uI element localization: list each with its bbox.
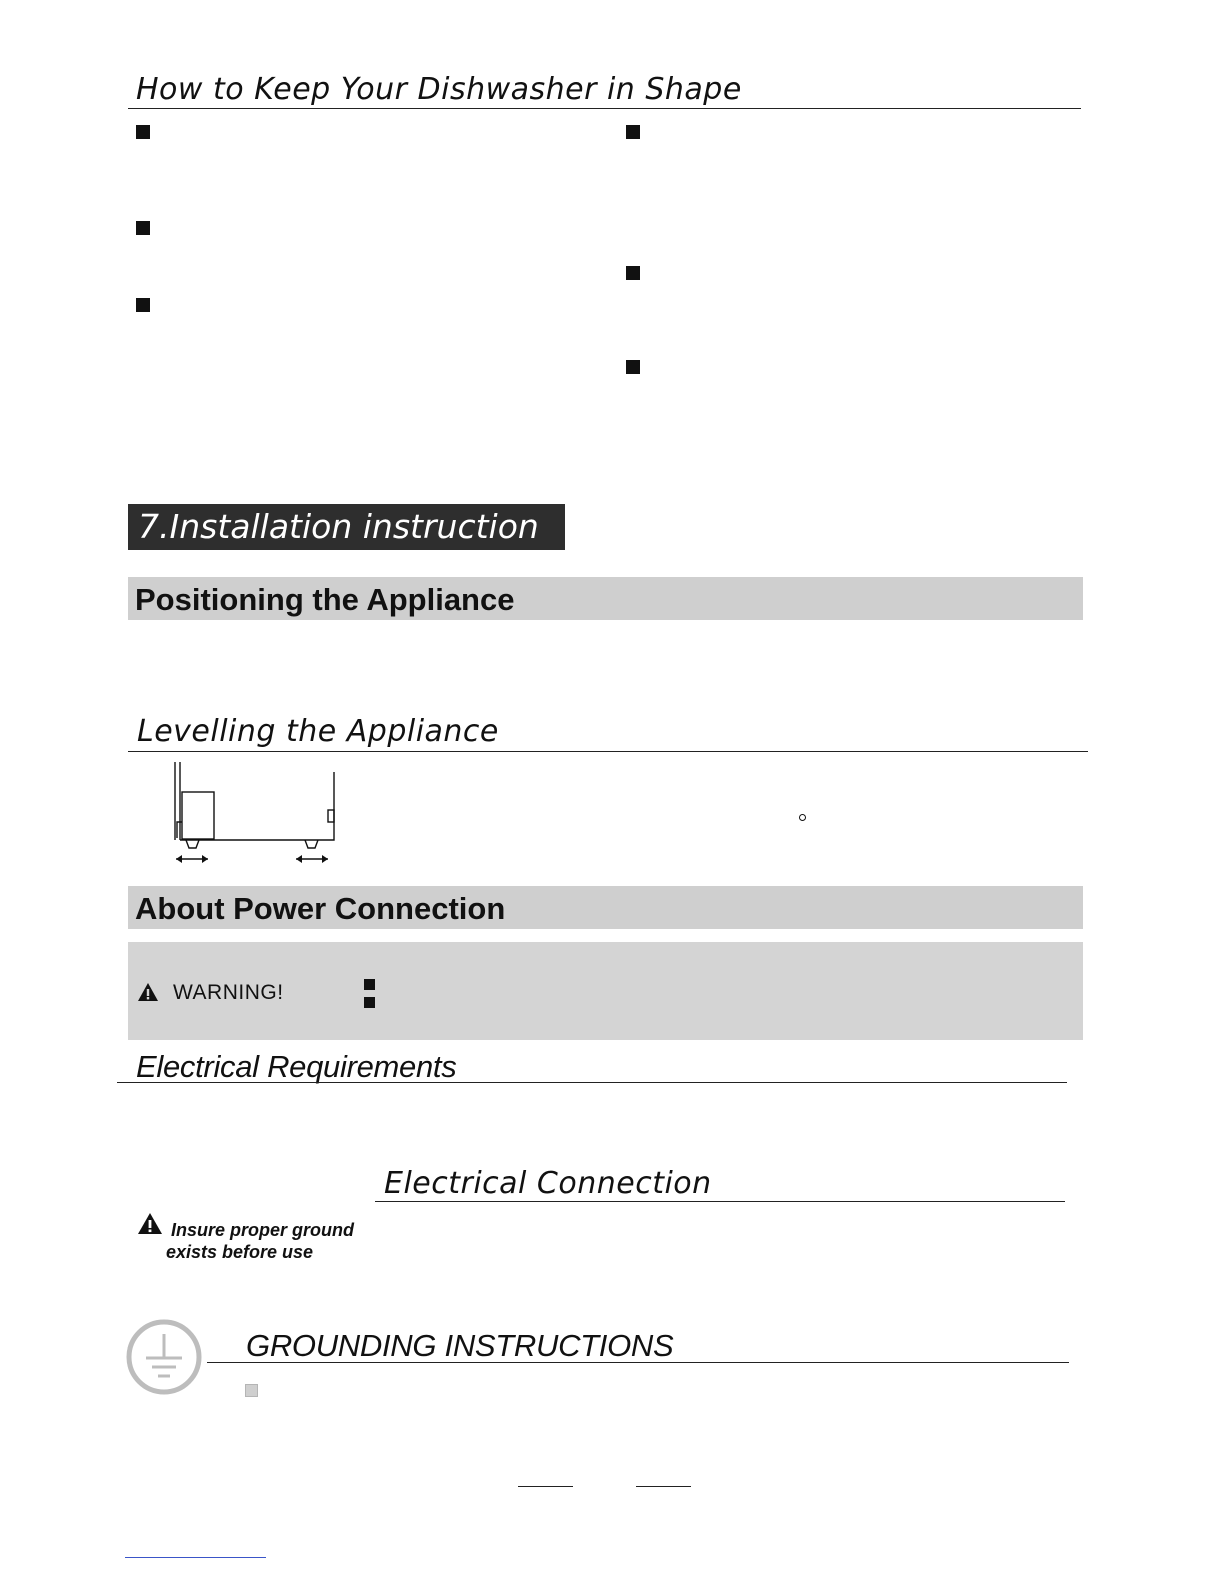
section-title-grounding: GROUNDING INSTRUCTIONS bbox=[246, 1328, 674, 1363]
section-title-positioning: Positioning the Appliance bbox=[128, 577, 1083, 620]
divider bbox=[128, 108, 1081, 109]
square-bullet-icon bbox=[136, 221, 150, 235]
blank-line bbox=[636, 1486, 691, 1487]
divider bbox=[375, 1201, 1065, 1202]
link-underline bbox=[125, 1557, 266, 1558]
section-title-electrical-connection: Electrical Connection bbox=[384, 1166, 712, 1201]
blank-line bbox=[518, 1486, 573, 1487]
divider bbox=[207, 1362, 1069, 1363]
square-bullet-icon bbox=[626, 360, 640, 374]
ground-note-line2: exists before use bbox=[166, 1242, 314, 1262]
ground-symbol-icon bbox=[125, 1318, 205, 1398]
section-title-keep-shape: How to Keep Your Dishwasher in Shape bbox=[136, 72, 742, 107]
square-bullet-icon bbox=[364, 979, 375, 990]
divider bbox=[117, 1082, 1067, 1083]
square-bullet-icon bbox=[364, 997, 375, 1008]
levelling-feet-diagram bbox=[168, 762, 343, 872]
square-bullet-icon bbox=[626, 125, 640, 139]
square-bullet-icon bbox=[245, 1384, 258, 1397]
section-title-levelling: Levelling the Appliance bbox=[137, 714, 499, 749]
square-bullet-icon bbox=[136, 298, 150, 312]
divider bbox=[128, 751, 1088, 752]
section-title-power: About Power Connection bbox=[128, 886, 1083, 929]
ground-note-line1: Insure proper ground bbox=[171, 1220, 355, 1240]
section-title-electrical-requirements: Electrical Requirements bbox=[136, 1049, 457, 1084]
square-bullet-icon bbox=[136, 125, 150, 139]
square-bullet-icon bbox=[626, 266, 640, 280]
warning-label: WARNING! bbox=[173, 981, 284, 1004]
warning-box bbox=[128, 942, 1083, 1040]
chapter-title-installation: 7.Installation instruction bbox=[128, 504, 565, 550]
warning-triangle-icon bbox=[137, 1212, 163, 1235]
degree-mark bbox=[799, 814, 806, 821]
warning-triangle-icon bbox=[137, 982, 159, 1002]
